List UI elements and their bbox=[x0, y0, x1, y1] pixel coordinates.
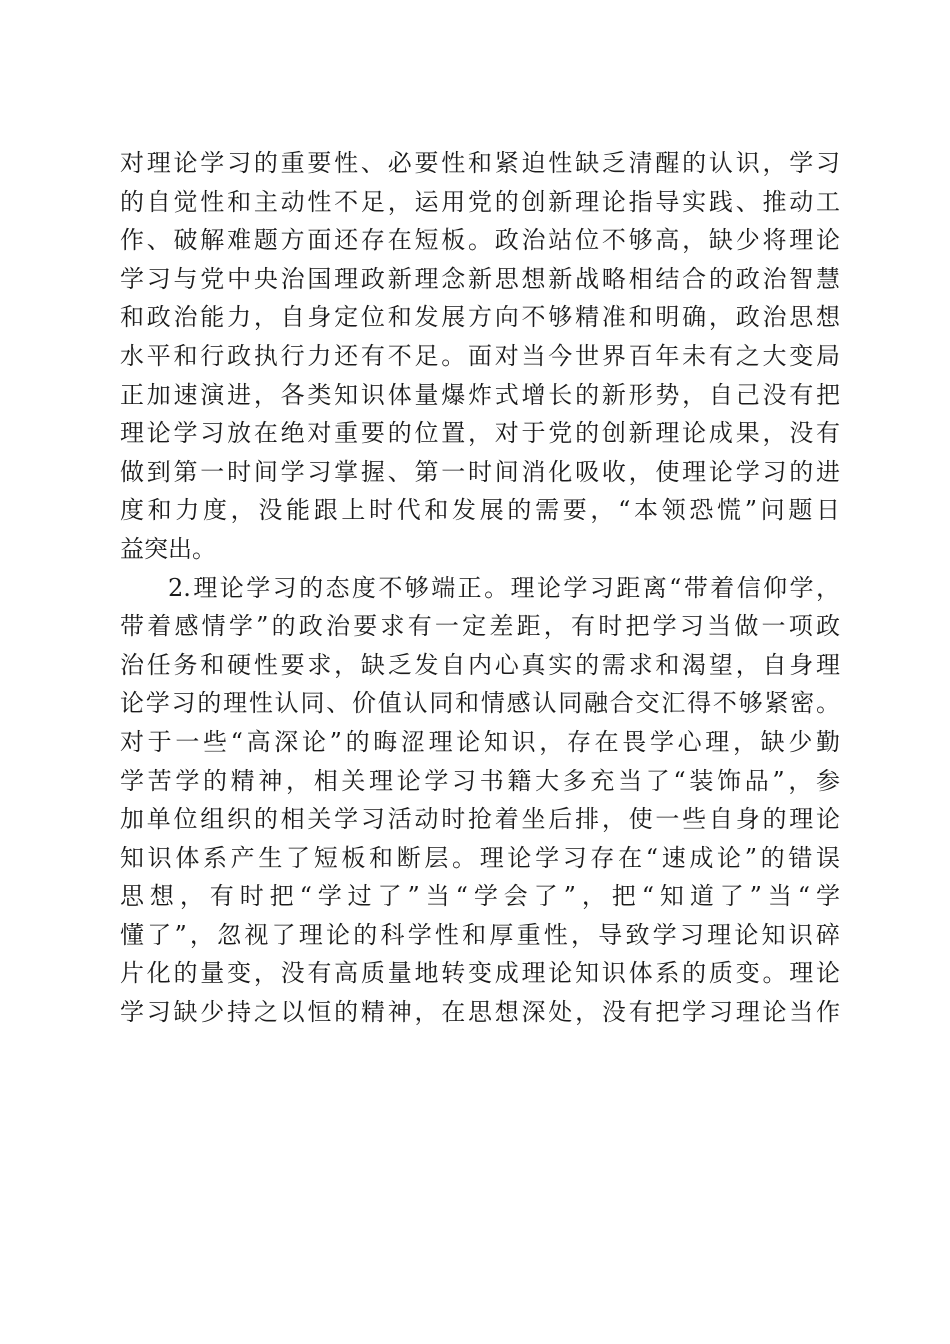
body-text bbox=[120, 144, 840, 1032]
text-line: 学习与党中央治国理政新理念新思想新战略相结合的政治智慧 bbox=[120, 264, 840, 293]
text-line: 学习缺少持之以恒的精神，在思想深处，没有把学习理论当作 bbox=[120, 998, 840, 1027]
text-line: 对理论学习的重要性、必要性和紧迫性缺乏清醒的认识，学习 bbox=[120, 149, 840, 177]
text-line: 水平和行政执行力还有不足。面对当今世界百年未有之大变局 bbox=[120, 341, 840, 370]
text-line: 做到第一时间学习掌握、第一时间消化吸收，使理论学习的进 bbox=[120, 457, 840, 486]
text-line: 知识体系产生了短板和断层。理论学习存在“速成论”的错误 bbox=[120, 843, 840, 872]
text-line: 理论学习放在绝对重要的位置，对于党的创新理论成果，没有 bbox=[120, 419, 840, 448]
text-line: 懂了”，忽视了理论的科学性和厚重性，导致学习理论知识碎 bbox=[120, 920, 840, 949]
section-heading-line: 2.理论学习的态度不够端正。理论学习距离“带着信仰学， bbox=[168, 573, 840, 602]
text-line: 加单位组织的相关学习活动时抢着坐后排，使一些自身的理论 bbox=[120, 805, 840, 834]
text-line: 和政治能力，自身定位和发展方向不够精准和明确，政治思想 bbox=[120, 303, 840, 332]
text-line: 正加速演进，各类知识体量爆炸式增长的新形势，自己没有把 bbox=[120, 380, 840, 409]
text-line: 思想，有时把“学过了”当“学会了”，把“知道了”当“学 bbox=[120, 882, 840, 911]
text-line: 益突出。 bbox=[120, 534, 216, 563]
text-line: 对于一些“高深论”的晦涩理论知识，存在畏学心理，缺少勤 bbox=[120, 727, 840, 756]
text-line: 度和力度，没能跟上时代和发展的需要，“本领恐慌”问题日 bbox=[120, 496, 840, 525]
text-line: 学苦学的精神，相关理论学习书籍大多充当了“装饰品”，参 bbox=[120, 766, 840, 795]
text-line: 论学习的理性认同、价值认同和情感认同融合交汇得不够紧密。 bbox=[120, 689, 840, 718]
text-line: 片化的量变，没有高质量地转变成理论知识体系的质变。理论 bbox=[120, 959, 840, 988]
text-line: 作、破解难题方面还存在短板。政治站位不够高，缺少将理论 bbox=[120, 226, 840, 255]
text-line: 治任务和硬性要求，缺乏发自内心真实的需求和渴望，自身理 bbox=[120, 650, 840, 679]
text-line: 带着感情学”的政治要求有一定差距，有时把学习当做一项政 bbox=[120, 612, 840, 641]
text-line: 的自觉性和主动性不足，运用党的创新理论指导实践、推动工 bbox=[120, 187, 840, 216]
